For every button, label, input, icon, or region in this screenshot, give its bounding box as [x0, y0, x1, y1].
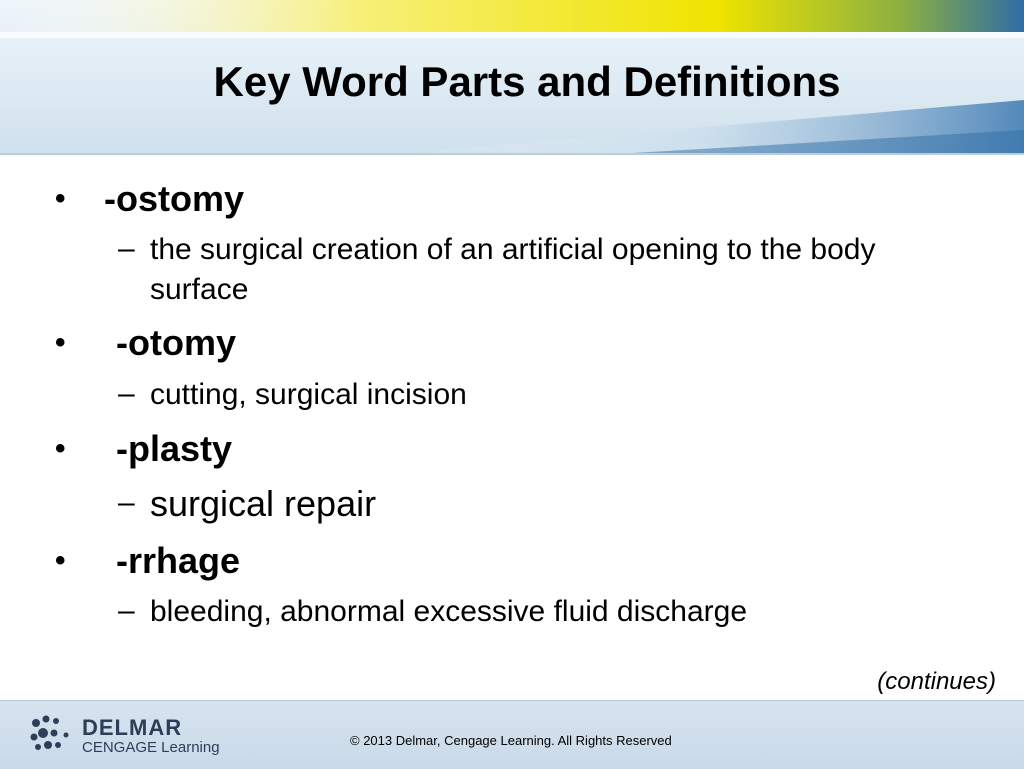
- dash-icon: –: [118, 594, 135, 627]
- term-ostomy: -ostomy: [104, 178, 245, 219]
- dash-icon: –: [118, 377, 135, 410]
- term-otomy: -otomy: [116, 322, 236, 363]
- definition-otomy: cutting, surgical incision: [150, 378, 467, 411]
- term-rrhage: -rrhage: [116, 540, 241, 581]
- definition-plasty: surgical repair: [150, 483, 377, 524]
- logo-wordmark-bottom: CENGAGE Learning: [82, 739, 220, 756]
- dash-icon: –: [118, 486, 135, 519]
- header-banner: [0, 0, 1024, 155]
- copyright-text: © 2013 Delmar, Cengage Learning. All Rights Reserved: [350, 733, 672, 748]
- definition-rrhage: bleeding, abnormal excessive fluid discharge: [150, 595, 748, 628]
- bullet-icon: •: [55, 182, 66, 215]
- bullet-icon: •: [55, 326, 66, 359]
- slide-title: Key Word Parts and Definitions: [213, 58, 841, 105]
- footer: [0, 700, 1024, 769]
- continues-note: (continues): [877, 668, 996, 695]
- delmar-logo-icon: [30, 715, 74, 757]
- bullet-icon: •: [55, 432, 66, 465]
- term-plasty: -plasty: [116, 428, 233, 469]
- dash-icon: –: [118, 232, 135, 265]
- bullet-icon: •: [55, 544, 66, 577]
- definition-ostomy: the surgical creation of an artificial opening to the body surface: [150, 233, 876, 306]
- logo-wordmark-top: DELMAR: [82, 715, 183, 740]
